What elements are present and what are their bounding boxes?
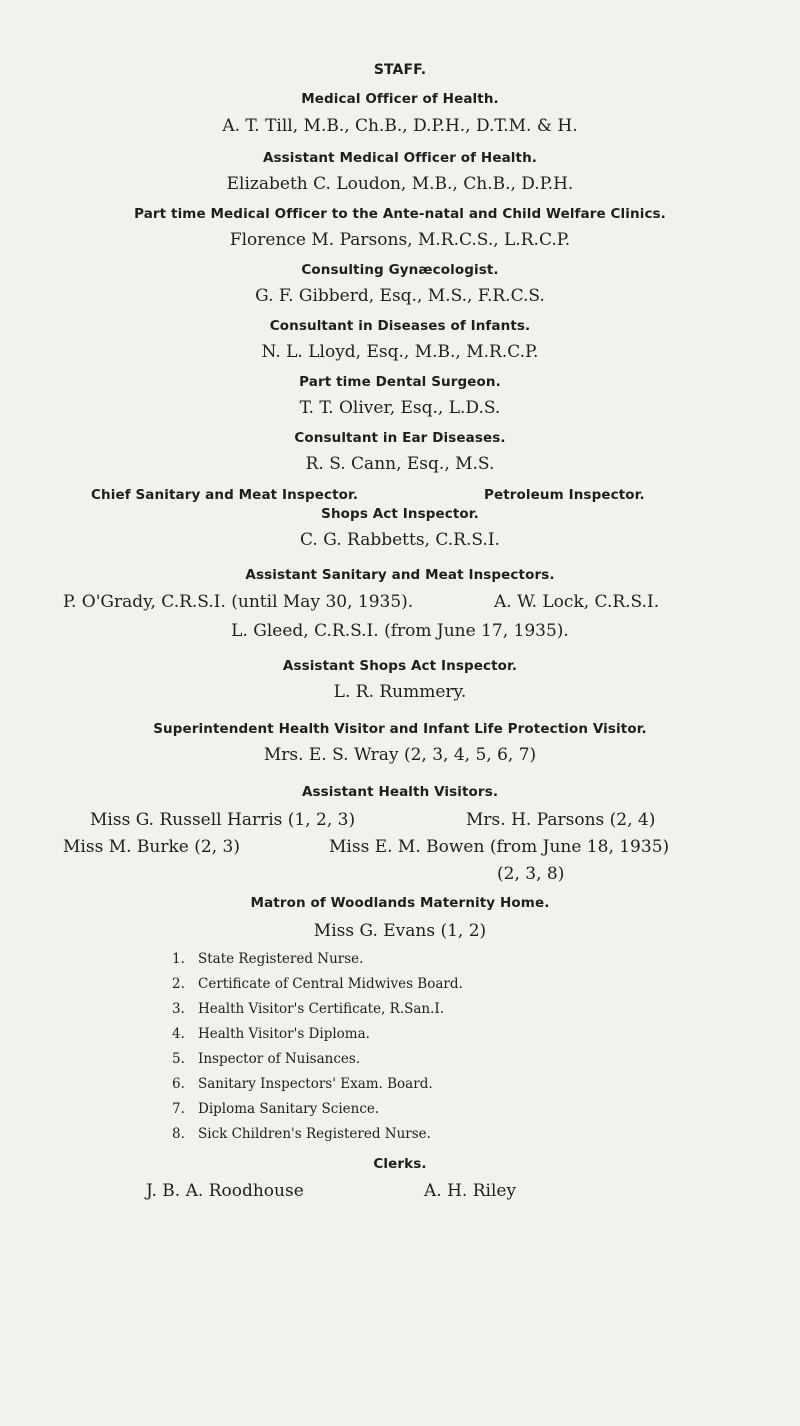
section-heading: Matron of Woodlands Maternity Home.: [250, 895, 550, 911]
section-heading: Part time Medical Officer to the Ante-natal and Child Welfare Clinics.: [134, 206, 666, 222]
section-heading: Assistant Shops Act Inspector.: [282, 658, 518, 674]
qualification-text: State Registered Nurse.: [198, 951, 364, 967]
staff-name: P. O'Grady, C.R.S.I. (until May 30, 1935).: [63, 592, 414, 612]
qualification-text: Health Visitor's Diploma.: [198, 1026, 370, 1042]
section-heading: Assistant Health Visitors.: [301, 784, 499, 800]
section-heading: Petroleum Inspector.: [484, 487, 645, 503]
staff-name: Mrs. H. Parsons (2, 4): [466, 810, 656, 830]
staff-name: N. L. Lloyd, Esq., M.B., M.R.C.P.: [261, 342, 539, 362]
staff-name: Miss G. Evans (1, 2): [313, 921, 487, 941]
qualification-item: [172, 976, 463, 992]
section-heading: Superintendent Health Visitor and Infant Life Protection Visitor.: [153, 721, 647, 737]
staff-name: G. F. Gibberd, Esq., M.S., F.R.C.S.: [255, 286, 545, 306]
section-heading: Shops Act Inspector.: [321, 506, 479, 522]
staff-name: Mrs. E. S. Wray (2, 3, 4, 5, 6, 7): [263, 745, 537, 765]
qualification-number: 4.: [172, 1026, 185, 1042]
staff-name: Elizabeth C. Loudon, M.B., Ch.B., D.P.H.: [226, 174, 574, 194]
qualification-item: [172, 1076, 433, 1092]
staff-name: T. T. Oliver, Esq., L.D.S.: [299, 398, 501, 418]
section-heading: Medical Officer of Health.: [301, 91, 499, 107]
qualification-text: Health Visitor's Certificate, R.San.I.: [198, 1001, 445, 1017]
qualification-item: [172, 1051, 360, 1067]
section-heading: Part time Dental Surgeon.: [299, 374, 501, 390]
qualification-text: Diploma Sanitary Science.: [198, 1101, 380, 1117]
staff-name: Florence M. Parsons, M.R.C.S., L.R.C.P.: [229, 230, 571, 250]
qualification-number: 1.: [172, 951, 185, 967]
qualification-text: Certificate of Central Midwives Board.: [198, 976, 463, 992]
qualification-number: 2.: [172, 976, 185, 992]
qualification-number: 6.: [172, 1076, 185, 1092]
section-heading: Assistant Sanitary and Meat Inspectors.: [245, 567, 555, 583]
staff-name: L. Gleed, C.R.S.I. (from June 17, 1935).: [231, 621, 569, 641]
section-heading: Assistant Medical Officer of Health.: [262, 150, 538, 166]
qualification-number: 8.: [172, 1126, 185, 1142]
staff-name: A. T. Till, M.B., Ch.B., D.P.H., D.T.M. & H.: [222, 116, 578, 136]
section-heading: Chief Sanitary and Meat Inspector.: [91, 487, 359, 503]
qualification-number: 7.: [172, 1101, 185, 1117]
qualification-item: [172, 951, 363, 967]
staff-name: A. H. Riley: [424, 1181, 517, 1201]
staff-name: (2, 3, 8): [497, 864, 565, 884]
staff-name: Miss M. Burke (2, 3): [63, 837, 240, 857]
qualification-text: Sanitary Inspectors' Exam. Board.: [198, 1076, 433, 1092]
qualification-item: [172, 1126, 431, 1142]
qualification-item: [172, 1001, 444, 1017]
section-heading: Consultant in Diseases of Infants.: [269, 318, 531, 334]
staff-name: A. W. Lock, C.R.S.I.: [494, 592, 660, 612]
qualification-number: 5.: [172, 1051, 185, 1067]
staff-name: Miss E. M. Bowen (from June 18, 1935): [329, 837, 670, 857]
section-heading: Consultant in Ear Diseases.: [294, 430, 506, 446]
staff-name: L. R. Rummery.: [333, 682, 467, 702]
qualification-text: Sick Children's Registered Nurse.: [198, 1126, 431, 1142]
qualification-item: [172, 1026, 370, 1042]
staff-name: C. G. Rabbetts, C.R.S.I.: [300, 530, 500, 550]
qualification-text: Inspector of Nuisances.: [198, 1051, 361, 1067]
section-heading: Clerks.: [373, 1156, 427, 1172]
page-title: STAFF.: [373, 62, 427, 78]
section-heading: Consulting Gynæcologist.: [301, 262, 499, 278]
staff-name: R. S. Cann, Esq., M.S.: [305, 454, 495, 474]
staff-name: Miss G. Russell Harris (1, 2, 3): [90, 810, 356, 830]
qualification-number: 3.: [172, 1001, 185, 1017]
qualification-item: [172, 1101, 379, 1117]
staff-name: J. B. A. Roodhouse: [146, 1181, 304, 1201]
